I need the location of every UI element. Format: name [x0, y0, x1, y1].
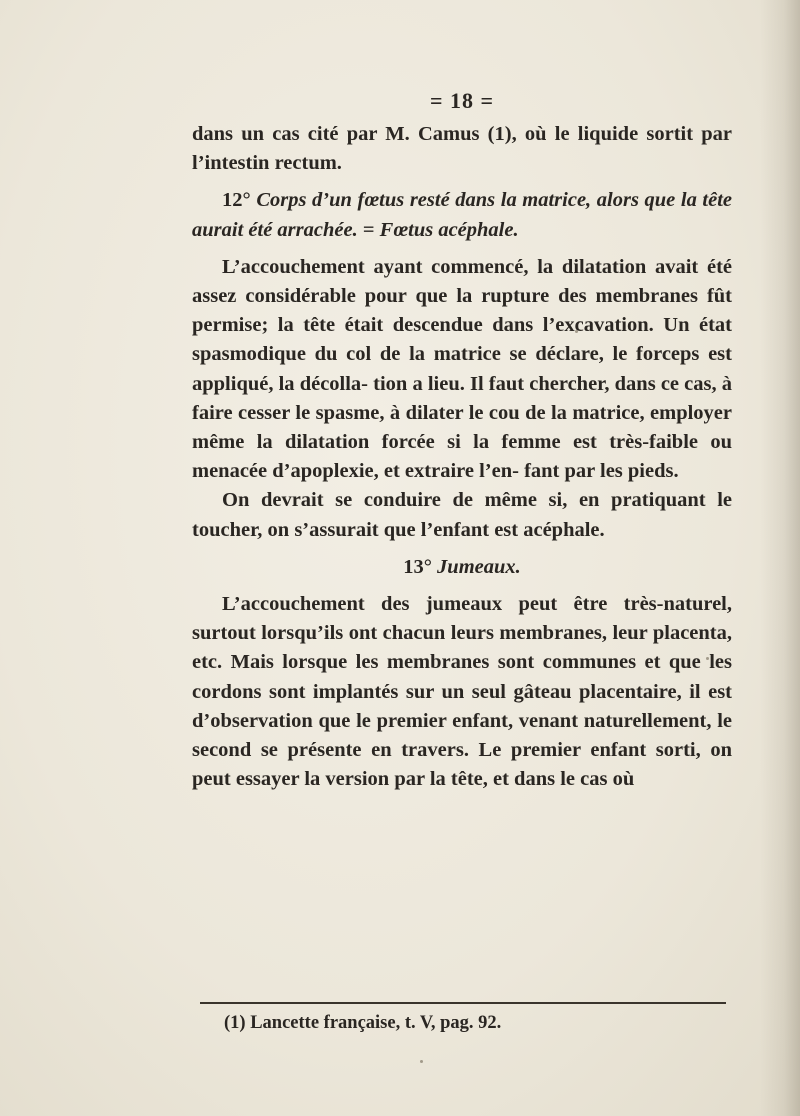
section-12-heading — [192, 186, 732, 244]
section-13-title: Jumeaux. — [437, 555, 521, 578]
footnote: (1) Lancette française, t. V, pag. 92. — [224, 1013, 502, 1033]
paragraph-acephale: On devrait se conduire de même si, en pratiquant le toucher, on s’assurait que l’enfant est acéphale. — [192, 489, 732, 541]
page-number: = 18 = — [429, 88, 495, 113]
paragraph-jumeaux: L’accouchement des jumeaux peut être très-naturel, surtout lorsqu’ils ont chacun leurs membranes, leur placenta, etc. Mais lorsque les membranes sont communes et que les cordons sont implantés sur un seul gâteau placentaire, il est d’observation que le premier enfant, venant naturellement, le second se présente en travers. Le premier enfant sorti, on peut essayer la version par la tête, et dans le cas où — [192, 593, 732, 791]
paragraph-continuation: dans un cas cité par M. Camus (1), où le liquide sortit par l’intestin rectum. — [192, 123, 732, 175]
text-block — [192, 88, 732, 794]
section-13-number: 13° — [403, 555, 432, 578]
section-12-separator: = — [362, 218, 375, 241]
page-edge-shadow — [760, 0, 800, 1116]
section-12-title: Corps d’un fœtus resté dans la matrice, alors que la tête aurait été arrachée. — [192, 189, 733, 241]
paragraph-accouchement-dilatation: L’accouchement ayant commencé, la dilatation avait été assez considérable pour que la rupture des membranes fût permise; la tête était descendue dans l’excavation. Un état spasmodique du col de la matrice se déclare, le forceps est appliqué, la décolla- tion a lieu. Il faut chercher, dans ce cas, à faire cesser le spasme, à dilater le cou de la matrice, employer même la dilatation forcée si la femme est très-faible ou menacée d’apoplexie, et extraire l’en- fant par les pieds. — [192, 255, 732, 483]
section-12-subtitle: Fœtus acéphale. — [379, 218, 519, 241]
section-12-number: 12° — [222, 189, 251, 212]
section-13-heading — [192, 553, 732, 582]
paper-speck — [420, 1060, 423, 1063]
footnote-rule — [200, 1002, 726, 1004]
